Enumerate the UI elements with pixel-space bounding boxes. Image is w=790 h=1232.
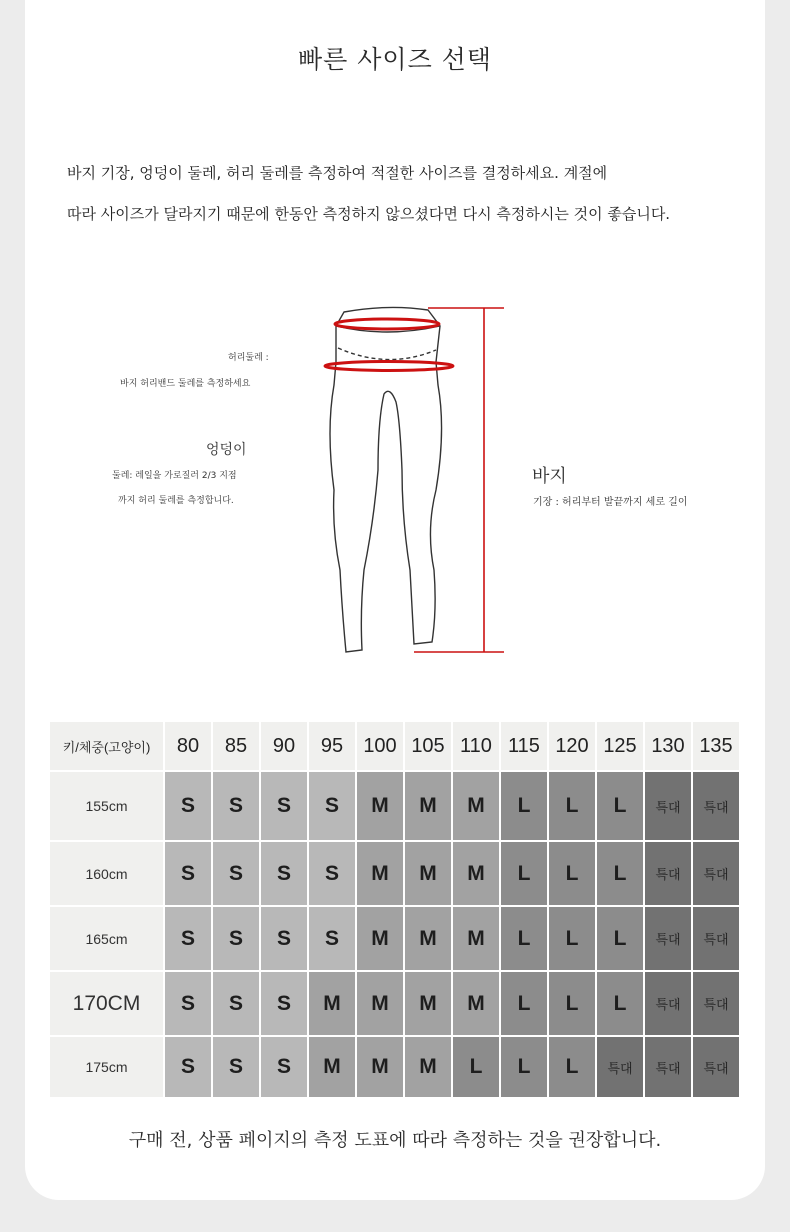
- size-cell: 특대: [692, 1036, 740, 1098]
- size-cell: L: [500, 971, 548, 1036]
- size-cell: S: [308, 771, 356, 841]
- size-cell: S: [308, 841, 356, 906]
- size-cell: L: [548, 771, 596, 841]
- table-row: [49, 971, 740, 1036]
- pants-title: 바지: [532, 466, 567, 487]
- size-cell: M: [404, 1036, 452, 1098]
- size-cell: S: [164, 906, 212, 971]
- size-cell: 특대: [692, 841, 740, 906]
- size-cell: M: [356, 771, 404, 841]
- size-cell: L: [548, 841, 596, 906]
- weight-header: 90: [260, 721, 308, 771]
- weight-header: 135: [692, 721, 740, 771]
- size-cell: S: [260, 771, 308, 841]
- size-chart-body: [49, 771, 740, 1098]
- size-cell: L: [596, 771, 644, 841]
- size-cell: M: [452, 906, 500, 971]
- size-cell: M: [356, 971, 404, 1036]
- size-cell: 특대: [644, 1036, 692, 1098]
- weight-header: 110: [452, 721, 500, 771]
- hip-desc-2: 까지 허리 둘레를 측정합니다.: [118, 496, 234, 506]
- size-cell: L: [548, 971, 596, 1036]
- size-cell: 특대: [692, 906, 740, 971]
- size-cell: 특대: [644, 906, 692, 971]
- waist-desc: 바지 허리밴드 둘레를 측정하세요: [120, 379, 251, 389]
- table-row: [49, 906, 740, 971]
- size-cell: M: [356, 1036, 404, 1098]
- height-label: 175cm: [49, 1036, 164, 1098]
- size-cell: M: [452, 771, 500, 841]
- size-cell: 특대: [692, 971, 740, 1036]
- hip-title: 엉덩이: [206, 442, 247, 458]
- size-cell: S: [212, 906, 260, 971]
- waist-title: 허리둘레 :: [228, 353, 269, 363]
- size-cell: S: [212, 1036, 260, 1098]
- size-cell: 특대: [692, 771, 740, 841]
- weight-header: 80: [164, 721, 212, 771]
- weight-header: 95: [308, 721, 356, 771]
- hip-band-marker: [325, 362, 453, 371]
- height-label: 160cm: [49, 841, 164, 906]
- size-cell: M: [404, 971, 452, 1036]
- size-chart-table: [48, 720, 741, 1099]
- waist-band-marker: [335, 319, 439, 329]
- weight-header-row: [49, 721, 740, 771]
- size-cell: S: [260, 906, 308, 971]
- intro-line-1: 바지 기장, 엉덩이 둘레, 허리 둘레를 측정하여 적절한 사이즈를 결정하세요. 계절에: [67, 164, 608, 182]
- size-cell: 특대: [644, 771, 692, 841]
- table-row: [49, 771, 740, 841]
- weight-header: 115: [500, 721, 548, 771]
- pants-desc: 기장 : 허리부터 발끝까지 세로 길이: [533, 497, 688, 508]
- hip-desc-1: 둘레: 레일을 가로질러 2/3 지점: [112, 471, 237, 481]
- size-cell: L: [596, 841, 644, 906]
- weight-header: 105: [404, 721, 452, 771]
- size-cell: L: [548, 1036, 596, 1098]
- size-cell: L: [500, 906, 548, 971]
- size-cell: M: [308, 1036, 356, 1098]
- size-cell: S: [212, 841, 260, 906]
- weight-header: 100: [356, 721, 404, 771]
- size-cell: L: [500, 1036, 548, 1098]
- measurement-diagram: [0, 290, 790, 670]
- footer-note: 구매 전, 상품 페이지의 측정 도표에 따라 측정하는 것을 권장합니다.: [128, 1130, 662, 1151]
- size-cell: S: [260, 841, 308, 906]
- weight-header: 120: [548, 721, 596, 771]
- size-cell: S: [260, 971, 308, 1036]
- size-cell: S: [164, 1036, 212, 1098]
- size-cell: S: [212, 771, 260, 841]
- size-cell: L: [596, 906, 644, 971]
- height-label: 170CM: [49, 971, 164, 1036]
- size-cell: S: [260, 1036, 308, 1098]
- page-title: 빠른 사이즈 선택: [298, 45, 492, 74]
- size-cell: 특대: [644, 971, 692, 1036]
- size-cell: M: [404, 771, 452, 841]
- size-cell: 특대: [644, 841, 692, 906]
- size-cell: M: [404, 841, 452, 906]
- size-cell: M: [356, 906, 404, 971]
- size-cell: M: [404, 906, 452, 971]
- size-cell: S: [212, 971, 260, 1036]
- size-cell: L: [452, 1036, 500, 1098]
- size-cell: M: [452, 971, 500, 1036]
- weight-header: 85: [212, 721, 260, 771]
- size-cell: M: [452, 841, 500, 906]
- size-cell: M: [356, 841, 404, 906]
- size-cell: M: [308, 971, 356, 1036]
- height-label: 155cm: [49, 771, 164, 841]
- size-cell: L: [596, 971, 644, 1036]
- table-row: [49, 1036, 740, 1098]
- size-cell: S: [164, 841, 212, 906]
- size-cell: L: [500, 841, 548, 906]
- size-cell: 특대: [596, 1036, 644, 1098]
- size-cell: S: [164, 771, 212, 841]
- corner-header: 키/체중(고양이): [49, 721, 164, 771]
- length-bracket: [414, 308, 504, 652]
- size-cell: S: [308, 906, 356, 971]
- weight-header: 125: [596, 721, 644, 771]
- height-label: 165cm: [49, 906, 164, 971]
- table-row: [49, 841, 740, 906]
- size-cell: L: [548, 906, 596, 971]
- intro-line-2: 따라 사이즈가 달라지기 때문에 한동안 측정하지 않으셨다면 다시 측정하시는 것이 좋습니다.: [67, 205, 671, 223]
- weight-header: 130: [644, 721, 692, 771]
- size-cell: S: [164, 971, 212, 1036]
- size-cell: L: [500, 771, 548, 841]
